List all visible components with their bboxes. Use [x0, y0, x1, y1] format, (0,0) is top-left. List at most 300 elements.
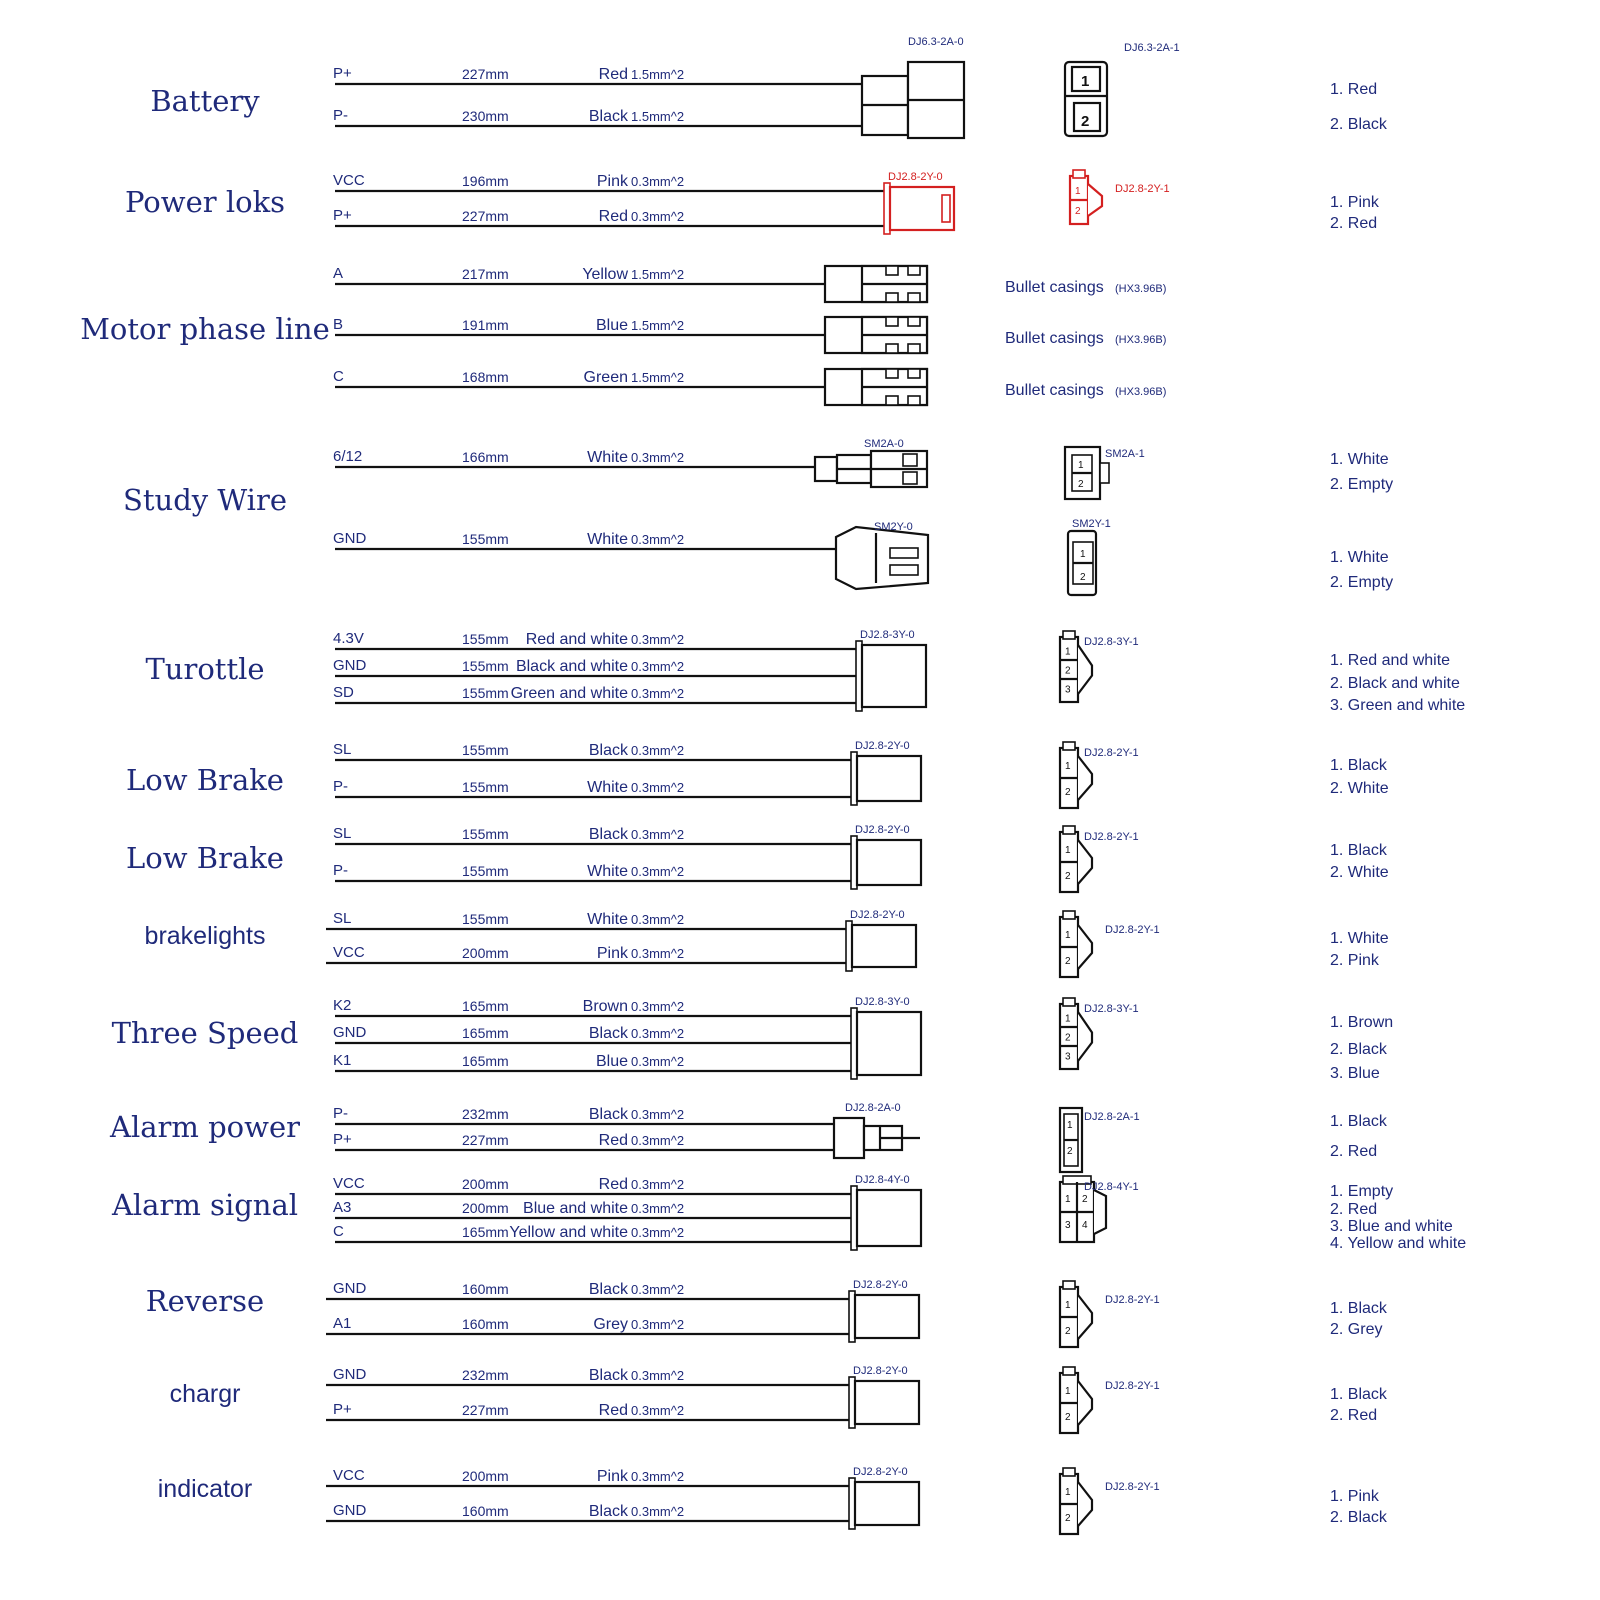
wire-gauge: 0.3mm^2	[631, 450, 685, 465]
group-reverse	[146, 1279, 1388, 1347]
pin-number: 1	[1065, 1300, 1071, 1311]
wire-length: 155mm	[462, 911, 509, 927]
socket-code: DJ6.3-2A-1	[1124, 42, 1180, 54]
pin-number: 3	[1065, 1051, 1071, 1063]
wire-row	[333, 265, 825, 284]
group-power-locks	[125, 170, 1380, 234]
plug-code: DJ2.8-2Y-0	[853, 1279, 908, 1291]
pin-label: SL	[333, 825, 352, 842]
pin-number: 4	[1082, 1220, 1088, 1231]
group-three-speed	[112, 996, 1394, 1082]
wire-gauge: 0.3mm^2	[631, 659, 685, 674]
socket-code: DJ2.8-2Y-1	[1115, 183, 1170, 195]
bullet-connector	[825, 266, 927, 302]
group-alarm-signal	[111, 1174, 1466, 1252]
group-title: Battery	[150, 84, 260, 118]
plug-connector	[851, 752, 921, 805]
pin-legend-item: 1. White	[1330, 549, 1389, 566]
pin-number: 3	[1065, 684, 1071, 696]
pin-number: 2	[1065, 871, 1071, 882]
socket-code: DJ2.8-2Y-1	[1105, 1294, 1160, 1306]
group-title: Low Brake	[126, 763, 284, 797]
pin-number: 1	[1080, 549, 1086, 560]
wire-gauge: 0.3mm^2	[631, 780, 685, 795]
wire-gauge: 0.3mm^2	[631, 864, 685, 879]
wire-gauge: 0.3mm^2	[631, 1177, 685, 1192]
pin-legend-item: 2. White	[1330, 780, 1389, 797]
wire-color: Brown	[582, 998, 628, 1015]
pin-label: SL	[333, 910, 352, 927]
plug-connector	[846, 921, 916, 971]
pin-label: 4.3V	[333, 630, 364, 647]
wire-length: 227mm	[462, 1132, 509, 1148]
pin-legend-item: 2. Black	[1330, 1041, 1387, 1058]
plug-connector	[836, 527, 928, 589]
wire-length: 155mm	[462, 826, 509, 842]
socket-code: SM2Y-1	[1072, 518, 1111, 530]
wire-row	[333, 684, 856, 703]
wire-row	[333, 530, 836, 549]
wire-row	[326, 1366, 849, 1385]
pin-number: 2	[1080, 572, 1086, 583]
group-title: Turottle	[145, 652, 265, 686]
pin-label: SL	[333, 741, 352, 758]
plug-connector	[851, 836, 921, 889]
pin-number: 1	[1065, 930, 1071, 941]
wire-color: Red	[598, 1402, 628, 1419]
wire-row	[333, 107, 862, 126]
wire-gauge: 0.3mm^2	[631, 174, 685, 189]
socket-code: SM2A-1	[1105, 448, 1145, 460]
wire-gauge: 0.3mm^2	[631, 1026, 685, 1041]
wire-gauge: 0.3mm^2	[631, 1317, 685, 1332]
wire-length: 196mm	[462, 173, 509, 189]
wire-row	[333, 1052, 851, 1071]
pin-label: VCC	[333, 944, 365, 961]
wire-row	[333, 316, 825, 335]
group-battery	[150, 36, 1388, 138]
wire-length: 165mm	[462, 998, 509, 1014]
wire-length: 160mm	[462, 1503, 509, 1519]
wire-gauge: 0.3mm^2	[631, 1133, 685, 1148]
wire-row	[333, 207, 884, 226]
pin-legend-item: 1. Pink	[1330, 194, 1379, 211]
wire-row	[333, 825, 851, 844]
bullet-connector	[825, 317, 927, 353]
wire-row	[326, 1502, 849, 1521]
plug-code: DJ2.8-4Y-0	[855, 1174, 910, 1186]
wire-color: Pink	[596, 1468, 628, 1485]
socket-code: DJ2.8-3Y-1	[1084, 636, 1139, 648]
pin-legend-item: 1. White	[1330, 930, 1389, 947]
wire-color: Black	[588, 1025, 628, 1042]
pin-label: C	[333, 368, 344, 385]
wire-gauge: 1.5mm^2	[631, 318, 685, 333]
socket-connector	[1070, 170, 1102, 224]
wire-length: 232mm	[462, 1106, 509, 1122]
wire-length: 160mm	[462, 1281, 509, 1297]
wire-color: Blue	[595, 1053, 628, 1070]
wire-color: Black	[588, 1503, 628, 1520]
wire-gauge: 0.3mm^2	[631, 532, 685, 547]
pin-legend-item: 2. Pink	[1330, 952, 1379, 969]
socket-connector	[1060, 911, 1092, 977]
pin-number: 1	[1065, 1194, 1071, 1205]
wire-row	[333, 1105, 834, 1124]
wire-length: 200mm	[462, 1176, 509, 1192]
pin-number: 1	[1065, 1013, 1071, 1025]
pin-legend-item: 1. Empty	[1330, 1183, 1394, 1200]
pin-legend-item: 1. Red	[1330, 81, 1378, 98]
wire-length: 227mm	[462, 208, 509, 224]
bullet-casing-code: (HX3.96B)	[1115, 386, 1167, 398]
pin-number: 1	[1065, 1386, 1071, 1397]
wire-color: Red	[598, 208, 628, 225]
wire-color: Green	[583, 369, 628, 386]
wire-row	[333, 741, 851, 760]
wire-length: 155mm	[462, 742, 509, 758]
socket-code: DJ2.8-2Y-1	[1084, 747, 1139, 759]
plug-code: DJ2.8-2Y-0	[855, 824, 910, 836]
pin-label: P+	[333, 207, 352, 224]
wire-length: 155mm	[462, 685, 509, 701]
group-title: chargr	[169, 1380, 241, 1408]
pin-label: P+	[333, 65, 352, 82]
pin-label: GND	[333, 530, 367, 547]
wire-gauge: 0.3mm^2	[631, 209, 685, 224]
socket-code: DJ2.8-4Y-1	[1084, 1181, 1139, 1193]
plug-connector	[851, 1008, 921, 1079]
wire-color: Yellow and white	[509, 1224, 628, 1241]
wire-color: Red	[598, 1132, 628, 1149]
wire-color: Pink	[596, 945, 628, 962]
pin-number: 1	[1065, 761, 1071, 772]
wire-gauge: 0.3mm^2	[631, 686, 685, 701]
plug-connector	[862, 62, 964, 138]
group-charger	[170, 1365, 1388, 1433]
pin-label: P+	[333, 1401, 352, 1418]
wire-gauge: 0.3mm^2	[631, 1107, 685, 1122]
pin-label: P-	[333, 107, 348, 124]
bullet-casing-code: (HX3.96B)	[1115, 283, 1167, 295]
wire-row	[326, 1315, 849, 1334]
group-title: indicator	[157, 1475, 253, 1503]
wire-length: 232mm	[462, 1367, 509, 1383]
pin-number: 2	[1082, 1194, 1088, 1205]
wire-gauge: 1.5mm^2	[631, 109, 685, 124]
pin-label: K2	[333, 997, 352, 1014]
wire-color: Yellow	[582, 266, 628, 283]
bullet-casing-code: (HX3.96B)	[1115, 334, 1167, 346]
wire-length: 155mm	[462, 658, 509, 674]
pin-number: 2	[1065, 1032, 1071, 1044]
pin-label: SD	[333, 684, 354, 701]
wire-gauge: 0.3mm^2	[631, 827, 685, 842]
pin-number: 1	[1075, 186, 1081, 197]
wire-gauge: 0.3mm^2	[631, 1225, 685, 1240]
group-title: Reverse	[145, 1284, 265, 1318]
pin-label: GND	[333, 1280, 367, 1297]
wire-color: Red	[598, 1176, 628, 1193]
wire-row	[326, 944, 846, 963]
pin-number: 2	[1081, 113, 1090, 130]
wire-row	[333, 65, 862, 84]
socket-code: DJ2.8-2Y-1	[1084, 831, 1139, 843]
wire-color: Blue	[595, 317, 628, 334]
wire-color: Black	[588, 1281, 628, 1298]
group-title: brakelights	[144, 922, 266, 950]
pin-label: VCC	[333, 1175, 365, 1192]
pin-label: C	[333, 1223, 344, 1240]
group-low-brake-2	[126, 824, 1389, 892]
pin-legend-item: 2. Empty	[1330, 574, 1394, 591]
wire-color: White	[587, 911, 628, 928]
group-title: Power loks	[124, 185, 286, 219]
wire-length: 165mm	[462, 1224, 509, 1240]
plug-connector	[849, 1377, 919, 1428]
plug-connector	[815, 451, 927, 487]
socket-code: DJ2.8-3Y-1	[1084, 1003, 1139, 1015]
pin-legend-item: 4. Yellow and white	[1330, 1235, 1467, 1252]
group-title: Three Speed	[111, 1016, 299, 1050]
wire-color: White	[587, 779, 628, 796]
plug-connector	[851, 1186, 921, 1250]
wire-color: White	[587, 449, 628, 466]
plug-connector	[849, 1291, 919, 1342]
wire-length: 160mm	[462, 1316, 509, 1332]
pin-number: 1	[1065, 646, 1071, 658]
pin-number: 2	[1065, 1513, 1071, 1524]
pin-legend-item: 2. White	[1330, 864, 1389, 881]
wire-color: Grey	[593, 1316, 628, 1333]
wire-length: 168mm	[462, 369, 509, 385]
wire-color: Black	[588, 108, 628, 125]
pin-legend-item: 1. Red and white	[1330, 652, 1451, 669]
pin-label: GND	[333, 1366, 367, 1383]
wire-row	[333, 448, 815, 467]
pin-label: GND	[333, 1502, 367, 1519]
bullet-casing-label: Bullet casings	[1005, 330, 1104, 347]
wire-color: Green and white	[510, 685, 628, 702]
wire-row	[326, 1467, 849, 1486]
wire-gauge: 0.3mm^2	[631, 946, 685, 961]
bullet-casing-label: Bullet casings	[1005, 382, 1104, 399]
group-title: Motor phase line	[80, 312, 330, 346]
pin-label: A3	[333, 1199, 352, 1216]
plug-code: DJ2.8-3Y-0	[860, 629, 915, 641]
wire-row	[333, 172, 884, 191]
pin-legend-item: 1. White	[1330, 451, 1389, 468]
pin-label: B	[333, 316, 344, 333]
wire-row	[333, 1223, 851, 1242]
pin-number: 1	[1065, 845, 1071, 856]
pin-legend-item: 1. Black	[1330, 1386, 1387, 1403]
pin-label: VCC	[333, 172, 365, 189]
wire-gauge: 0.3mm^2	[631, 999, 685, 1014]
wire-length: 200mm	[462, 1200, 509, 1216]
group-throttle	[145, 629, 1465, 714]
wire-color: Black	[588, 742, 628, 759]
wire-length: 227mm	[462, 66, 509, 82]
plug-code: DJ2.8-2A-0	[845, 1102, 901, 1114]
plug-connector	[856, 641, 926, 711]
wire-row	[333, 997, 851, 1016]
wire-color: Black	[588, 1106, 628, 1123]
pin-legend-item: 2. Grey	[1330, 1321, 1383, 1338]
wire-length: 155mm	[462, 531, 509, 547]
pin-label: P-	[333, 1105, 348, 1122]
wire-row	[333, 1024, 851, 1043]
pin-number: 1	[1067, 1120, 1073, 1131]
pin-legend-item: 1. Black	[1330, 1113, 1387, 1130]
group-title: Alarm power	[110, 1110, 300, 1144]
pin-legend-item: 1. Pink	[1330, 1488, 1379, 1505]
pin-legend-item: 2. Red	[1330, 1143, 1378, 1160]
pin-number: 2	[1065, 665, 1071, 677]
pin-number: 1	[1078, 460, 1084, 471]
wire-length: 217mm	[462, 266, 509, 282]
pin-label: VCC	[333, 1467, 365, 1484]
pin-number: 1	[1065, 1487, 1071, 1498]
pin-number: 3	[1065, 1220, 1071, 1231]
wire-length: 166mm	[462, 449, 509, 465]
pin-legend-item: 3. Blue	[1330, 1065, 1380, 1082]
pin-number: 2	[1065, 956, 1071, 967]
pin-label: K1	[333, 1052, 352, 1069]
wire-color: Pink	[596, 173, 628, 190]
socket-connector	[1060, 1281, 1092, 1347]
wire-row	[333, 657, 856, 676]
group-low-brake-1	[126, 740, 1389, 808]
wire-gauge: 1.5mm^2	[631, 67, 685, 82]
wire-gauge: 0.3mm^2	[631, 912, 685, 927]
pin-legend-item: 3. Blue and white	[1330, 1218, 1453, 1235]
wire-length: 200mm	[462, 945, 509, 961]
wire-color: Red and white	[525, 631, 628, 648]
plug-code: DJ6.3-2A-0	[908, 36, 964, 48]
wire-gauge: 0.3mm^2	[631, 1282, 685, 1297]
wire-gauge: 0.3mm^2	[631, 1368, 685, 1383]
pin-number: 2	[1065, 1326, 1071, 1337]
wire-row	[326, 1280, 849, 1299]
bullet-casing-label: Bullet casings	[1005, 279, 1104, 296]
wire-gauge: 0.3mm^2	[631, 1201, 685, 1216]
wire-length: 155mm	[462, 779, 509, 795]
pin-label: A	[333, 265, 344, 282]
plug-code: DJ2.8-2Y-0	[855, 740, 910, 752]
wire-row	[333, 1175, 851, 1194]
group-title: Study Wire	[123, 483, 287, 517]
pin-legend-item: 2. Red	[1330, 215, 1378, 232]
plug-connector	[884, 183, 954, 234]
socket-connector	[1060, 1468, 1092, 1534]
pin-number: 1	[1081, 73, 1090, 90]
wire-length: 230mm	[462, 108, 509, 124]
pin-label: GND	[333, 657, 367, 674]
wire-gauge: 0.3mm^2	[631, 1403, 685, 1418]
plug-code: DJ2.8-3Y-0	[855, 996, 910, 1008]
wire-length: 227mm	[462, 1402, 509, 1418]
wire-row	[333, 1131, 834, 1150]
wire-color: White	[587, 531, 628, 548]
socket-code: DJ2.8-2A-1	[1084, 1111, 1140, 1123]
wire-color: Black	[588, 826, 628, 843]
pin-legend-item: 1. Brown	[1330, 1014, 1394, 1031]
pin-number: 2	[1065, 787, 1071, 798]
plug-code: SM2A-0	[864, 438, 904, 450]
wire-row	[333, 630, 856, 649]
plug-connector	[834, 1118, 920, 1158]
wire-color: Red	[598, 66, 628, 83]
pin-number: 2	[1065, 1412, 1071, 1423]
socket-connector	[1065, 447, 1109, 499]
pin-label: P-	[333, 862, 348, 879]
group-motor-phase	[80, 265, 1166, 405]
bullet-connector	[825, 369, 927, 405]
wire-gauge: 0.3mm^2	[631, 632, 685, 647]
wire-gauge: 1.5mm^2	[631, 370, 685, 385]
pin-number: 2	[1078, 479, 1084, 490]
socket-connector	[1060, 1108, 1082, 1172]
wire-color: Black	[588, 1367, 628, 1384]
pin-legend-item: 3. Green and white	[1330, 697, 1466, 714]
wire-row	[326, 910, 846, 929]
plug-code: DJ2.8-2Y-0	[850, 909, 905, 921]
pin-label: P+	[333, 1131, 352, 1148]
wire-gauge: 0.3mm^2	[631, 1469, 685, 1484]
wire-row	[333, 1199, 851, 1218]
socket-connector	[1065, 62, 1107, 136]
wire-gauge: 0.3mm^2	[631, 1054, 685, 1069]
group-title: Low Brake	[126, 841, 284, 875]
wire-length: 155mm	[462, 631, 509, 647]
socket-connector	[1060, 1367, 1092, 1433]
wire-length: 200mm	[462, 1468, 509, 1484]
pin-label: P-	[333, 778, 348, 795]
pin-legend-item: 2. Empty	[1330, 476, 1394, 493]
pin-label: GND	[333, 1024, 367, 1041]
pin-legend-item: 1. Black	[1330, 842, 1387, 859]
wire-length: 165mm	[462, 1025, 509, 1041]
group-study-wire	[123, 438, 1393, 595]
pin-legend-item: 2. Red	[1330, 1201, 1378, 1218]
socket-connector	[1068, 531, 1096, 595]
socket-code: DJ2.8-2Y-1	[1105, 1380, 1160, 1392]
wire-gauge: 0.3mm^2	[631, 1504, 685, 1519]
wire-row	[333, 862, 851, 881]
pin-legend-item: 2. Red	[1330, 1407, 1378, 1424]
socket-code: DJ2.8-2Y-1	[1105, 1481, 1160, 1493]
pin-legend-item: 1. Black	[1330, 757, 1387, 774]
pin-label: 6/12	[333, 448, 363, 465]
pin-legend-item: 2. Black	[1330, 1509, 1387, 1526]
wire-row	[333, 778, 851, 797]
pin-label: A1	[333, 1315, 352, 1332]
wire-row	[333, 368, 825, 387]
pin-number: 2	[1075, 206, 1081, 217]
wire-gauge: 0.3mm^2	[631, 743, 685, 758]
wire-row	[326, 1401, 849, 1420]
group-brakelights	[145, 909, 1389, 977]
plug-code: SM2Y-0	[874, 521, 913, 533]
pin-legend-item: 1. Black	[1330, 1300, 1387, 1317]
plug-code: DJ2.8-2Y-0	[888, 171, 943, 183]
wire-color: Blue and white	[523, 1200, 628, 1217]
pin-number: 2	[1067, 1146, 1073, 1157]
wire-color: Black and white	[515, 658, 628, 675]
plug-code: DJ2.8-2Y-0	[853, 1466, 908, 1478]
plug-code: DJ2.8-2Y-0	[853, 1365, 908, 1377]
